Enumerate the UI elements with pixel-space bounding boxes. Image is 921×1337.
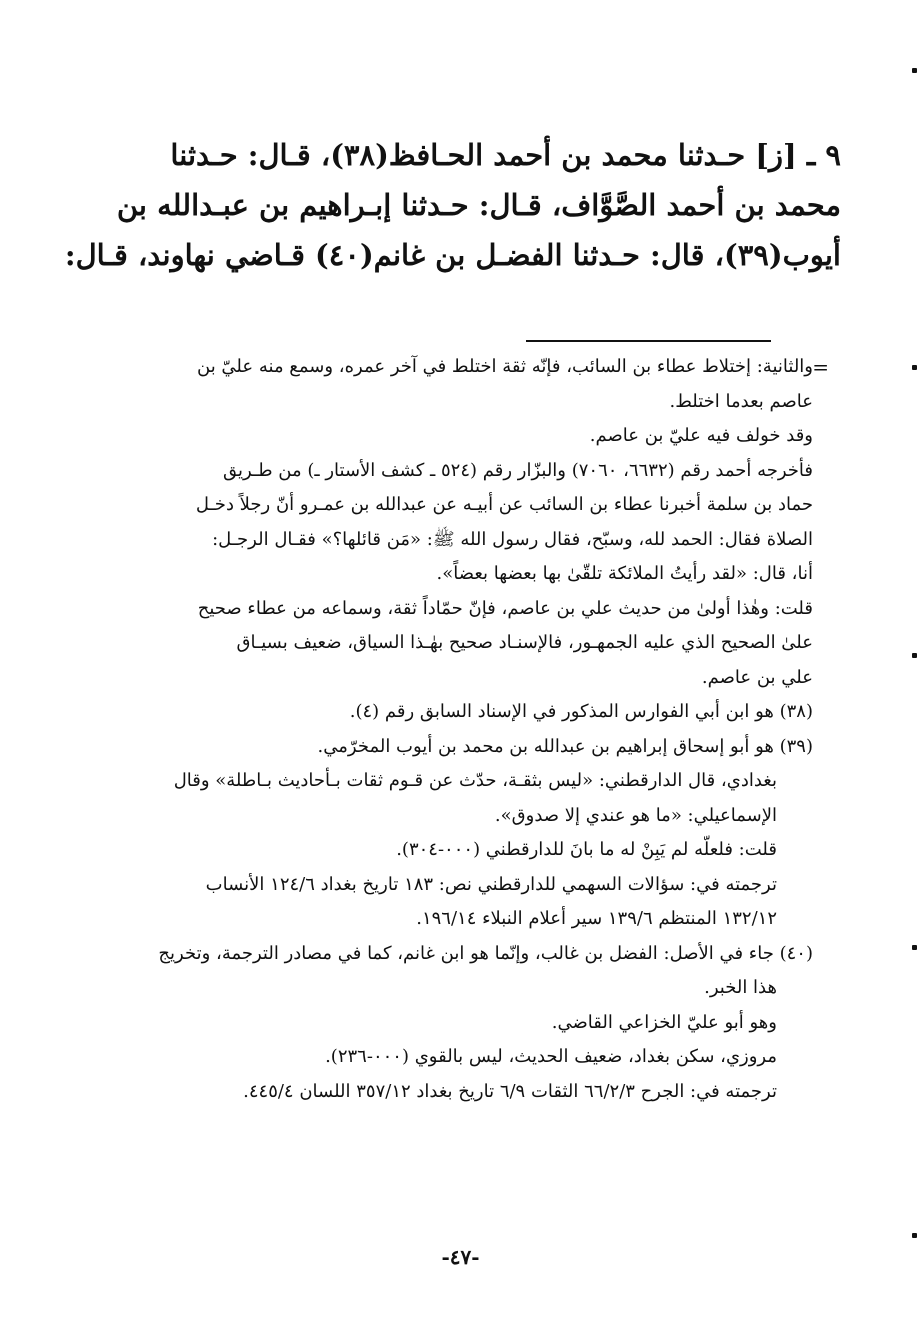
footnote-40: (٤٠) جاء في الأصل: الفضل بن غالب، وإنّما هو ابن غانم، كما في مصادر الترجمة، وتخريج <box>158 942 813 964</box>
margin-dot <box>912 365 917 370</box>
page-number: -٤٧- <box>441 1245 480 1269</box>
footnote-line: علي بن عاصم. <box>701 666 813 688</box>
footnote-line: ١٣٢/١٢ المنتظم ١٣٩/٦ سير أعلام النبلاء ١٩٦/١٤. <box>416 908 777 929</box>
hadith-line: محمد بن أحمد الصَّوَّاف، قـال: حـدثنا إبـراهيم بن عبـدالله بن <box>116 188 841 222</box>
footnote-line: بغدادي، قال الدارقطني: «ليس بثقـة، حدّث عن قـوم ثقات بـأحاديث بـاطلة» وقال <box>173 770 777 791</box>
footnote-line: قلت: وهٰذا أولىٰ من حديث علي بن عاصم، فإنّ حمّاداً ثقة، وسماعه من عطاء صحيح <box>197 597 813 619</box>
footnote-line: قلت: فلعلّه لم يَبِنْ له ما بانَ للدارقطني (٠٠٠-٣٠٤). <box>396 839 777 860</box>
footnote-line: وقد خولف فيه عليّ بن عاصم. <box>589 425 813 446</box>
footnote-line: هذا الخبر. <box>704 977 777 998</box>
hadith-line: ٩ ـ [ز] حـدثنا محمد بن أحمد الحـافظ(٣٨)، قـال: حـدثنا <box>170 138 841 172</box>
footnote-39: (٣٩) هو أبو إسحاق إبراهيم بن عبدالله بن محمد بن أيوب المخرّمي. <box>317 735 813 757</box>
footnote-38: (٣٨) هو ابن أبي الفوارس المذكور في الإسناد السابق رقم (٤). <box>349 701 813 722</box>
margin-dot <box>912 68 917 73</box>
footnote-line: والثانية: إختلاط عطاء بن السائب، فإنّه ثقة اختلط في آخر عمره، وسمع منه عليّ بن <box>197 356 813 377</box>
margin-dot <box>912 653 917 658</box>
footnote-line: علىٰ الصحيح الذي عليه الجمهـور، فالإسنـاد صحيح بهٰـذا السياق، ضعيف بسيـاق <box>236 632 813 653</box>
footnote-line: عاصم بعدما اختلط. <box>669 390 813 412</box>
footnote-line: ترجمته في: سؤالات السهمي للدارقطني نص: ١٨٣ تاريخ بغداد ١٢٤/٦ الأنساب <box>205 873 777 895</box>
margin-dot <box>912 945 917 950</box>
footnotes <box>113 350 813 1109</box>
hadith-line: أيوب(٣٩)، قال: حـدثنا الفضـل بن غانم(٤٠) قـاضي نهاوند، قـال: <box>64 238 841 272</box>
footnote-line: وهو أبو عليّ الخزاعي القاضي. <box>551 1011 777 1033</box>
hadith-text <box>64 130 841 280</box>
continuation-mark: = <box>812 355 829 379</box>
footnote-line: ترجمته في: الجرح ٦٦/٢/٣ الثقات ٦/٩ تاريخ بغداد ٣٥٧/١٢ اللسان ٤٤٥/٤. <box>243 1080 777 1102</box>
footnote-line: فأخرجه أحمد رقم (٦٦٣٢، ٧٠٦٠) والبزّار رقم (٥٢٤ ـ كشف الأستار ـ) من طـريق <box>222 459 813 481</box>
footnote-line: الإسماعيلي: «ما هو عندي إلا صدوق». <box>494 804 777 826</box>
margin-dot <box>912 1233 917 1238</box>
footnote-line: حماد بن سلمة أخبرنا عطاء بن السائب عن أبيـه عن عبدالله بن عمـرو أنّ رجلاً دخـل <box>195 494 813 515</box>
footnote-line: أنا، قال: «لقد رأيتُ الملائكة تلقّىٰ بها بعضها بعضاً». <box>436 563 813 584</box>
footnote-line: مروزي، سكن بغداد، ضعيف الحديث، ليس بالقوي (٠٠٠-٢٣٦). <box>325 1046 777 1067</box>
footnote-line: الصلاة فقال: الحمد لله، وسبّح، فقال رسول الله ﷺ: «مَن قائلها؟» فقـال الرجـل: <box>212 528 813 550</box>
footnote-separator <box>526 340 771 342</box>
